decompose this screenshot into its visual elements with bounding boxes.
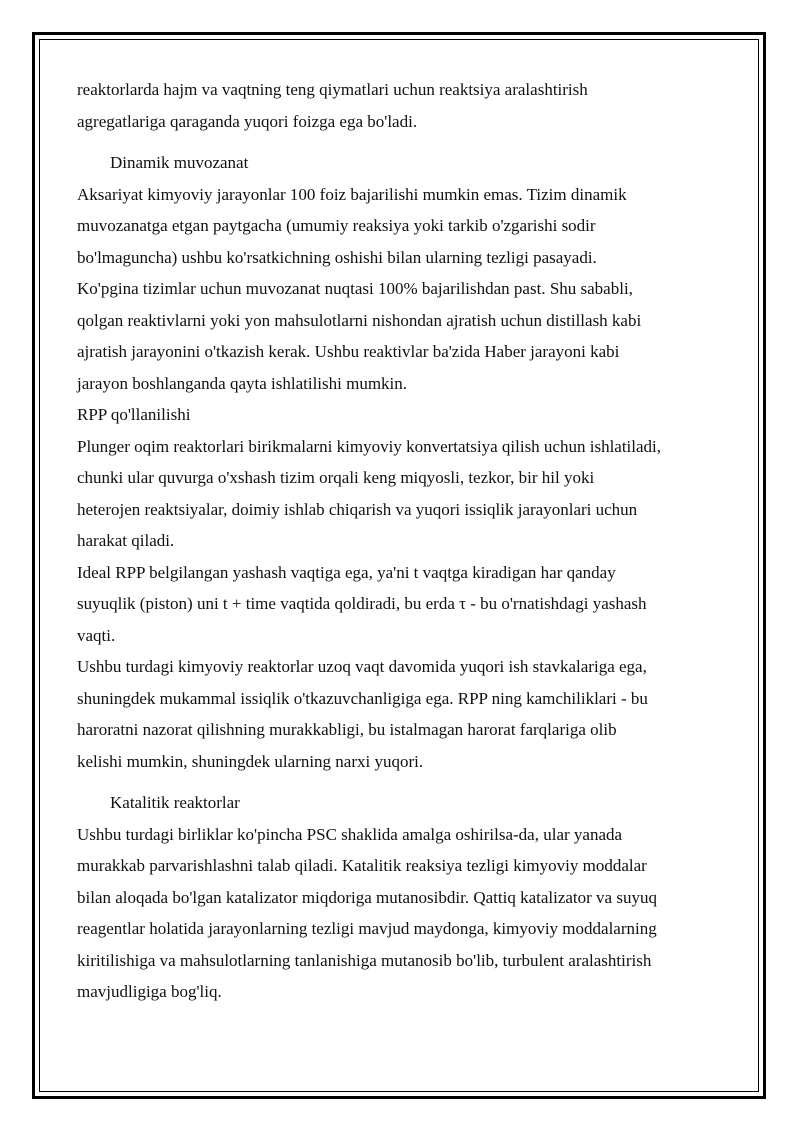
text-line: shuningdek mukammal issiqlik o'tkazuvchanligiga ega. RPP ning kamchiliklari - bu <box>77 688 648 708</box>
text-line: Plunger oqim reaktorlari birikmalarni kimyoviy konvertatsiya qilish uchun ishlatiladi, <box>77 436 662 456</box>
text-line: harakat qiladi. <box>77 531 175 550</box>
text-line: agregatlariga qaraganda yuqori foizga ega bo'ladi. <box>77 111 418 131</box>
paragraph-gap <box>77 137 727 147</box>
section-heading: Dinamik muvozanat <box>110 153 249 172</box>
text-line: vaqti. <box>77 625 116 645</box>
text-line: kiritilishiga va mahsulotlarning tanlanishiga mutanosib bo'lib, turbulent aralashtirish <box>77 950 652 970</box>
text-line: heterojen reaktsiyalar, doimiy ishlab chiqarish va yuqori issiqlik jarayonlari uchun <box>77 499 638 519</box>
rpp-section <box>77 399 727 777</box>
section-heading: Katalitik reaktorlar <box>110 793 240 812</box>
text-line: Ko'pgina tizimlar uchun muvozanat nuqtasi 100% bajarilishdan past. Shu sababli, <box>77 279 633 298</box>
text-line: jarayon boshlanganda qayta ishlatilishi mumkin. <box>77 373 408 393</box>
text-line: suyuqlik (piston) uni t + time vaqtida qoldiradi, bu erda τ - bu o'rnatishdagi yashash <box>77 594 647 613</box>
section-heading: RPP qo'llanilishi <box>77 405 191 424</box>
dynamic-equilibrium-section <box>77 147 727 399</box>
text-line: Ideal RPP belgilangan yashash vaqtiga ega, ya'ni t vaqtga kiradigan har qanday <box>77 562 616 582</box>
text-line: Ushbu turdagi kimyoviy reaktorlar uzoq vaqt davomida yuqori ish stavkalariga ega, <box>77 657 647 676</box>
text-line: bo'lmaguncha) ushbu ko'rsatkichning oshishi bilan ularning tezligi pasayadi. <box>77 247 597 267</box>
intro-paragraph <box>77 74 727 137</box>
catalytic-reactors-section <box>77 787 727 1008</box>
text-line: murakkab parvarishlashni talab qiladi. Katalitik reaksiya tezligi kimyoviy moddalar <box>77 856 647 875</box>
text-line: haroratni nazorat qilishning murakkabligi, bu istalmagan harorat farqlariga olib <box>77 720 617 739</box>
text-line: mavjudligiga bog'liq. <box>77 982 222 1001</box>
text-line: reagentlar holatida jarayonlarning tezligi mavjud maydonga, kimyoviy moddalarning <box>77 919 657 938</box>
paragraph-gap <box>77 777 727 787</box>
text-line: qolgan reaktivlarni yoki yon mahsulotlarni nishondan ajratish uchun distillash kabi <box>77 310 642 330</box>
text-line: Ushbu turdagi birliklar ko'pincha PSC shaklida amalga oshirilsa-da, ular yanada <box>77 824 623 844</box>
document-body <box>77 74 727 1008</box>
text-line: Aksariyat kimyoviy jarayonlar 100 foiz bajarilishi mumkin emas. Tizim dinamik <box>77 184 627 204</box>
text-line: bilan aloqada bo'lgan katalizator miqdoriga mutanosibdir. Qattiq katalizator va suyuq <box>77 887 657 907</box>
text-line: reaktorlarda hajm va vaqtning teng qiymatlari uchun reaktsiya aralashtirish <box>77 80 588 99</box>
text-line: kelishi mumkin, shuningdek ularning narxi yuqori. <box>77 751 424 771</box>
text-line: chunki ular quvurga o'xshash tizim orqali keng miqyosli, tezkor, bir hil yoki <box>77 468 595 487</box>
text-line: muvozanatga etgan paytgacha (umumiy reaksiya yoki tarkib o'zgarishi sodir <box>77 216 596 235</box>
text-line: ajratish jarayonini o'tkazish kerak. Ushbu reaktivlar ba'zida Haber jarayoni kabi <box>77 342 620 361</box>
